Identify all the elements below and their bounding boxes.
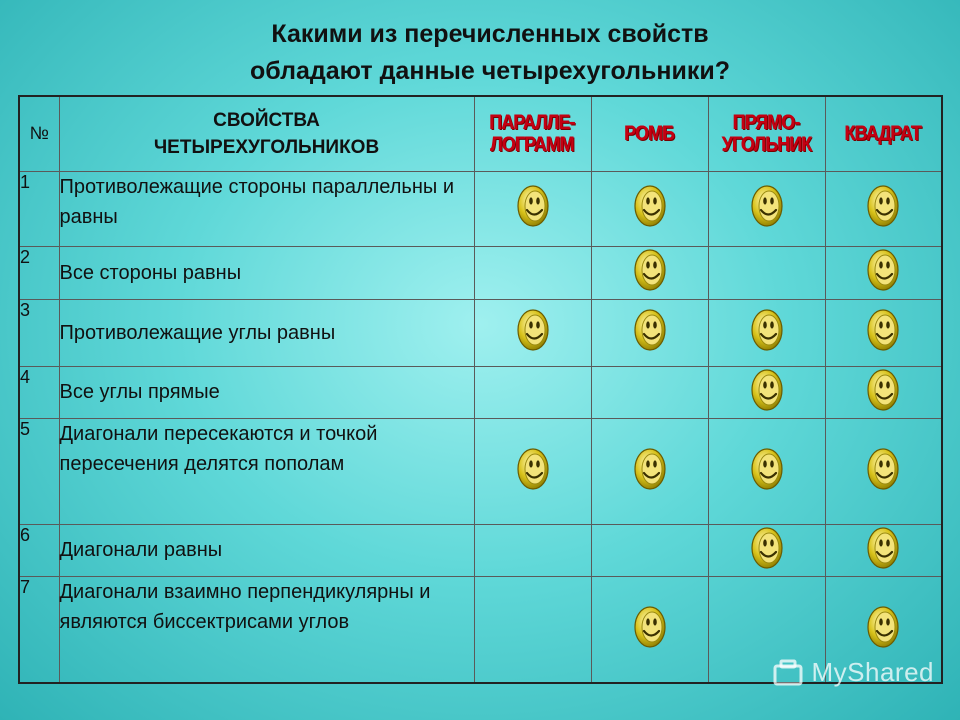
header-rectangle-line-1: ПРЯМО- xyxy=(733,110,800,134)
property-text: Диагонали взаимно перпендикулярны и являются биссектрисами углов xyxy=(59,576,474,683)
title-line-1: Какими из перечисленных свойств xyxy=(271,20,709,48)
mark-cell xyxy=(474,524,591,576)
smiley-face-icon xyxy=(865,446,901,492)
mark-cell xyxy=(591,418,708,524)
smiley-face-icon xyxy=(632,247,668,293)
property-text: Диагонали равны xyxy=(59,524,474,576)
smiley-face-icon xyxy=(865,307,901,353)
mark-cell xyxy=(825,299,942,366)
mark-cell xyxy=(474,418,591,524)
mark-cell xyxy=(474,171,591,246)
smiley-face-icon xyxy=(865,183,901,229)
property-text: Все углы прямые xyxy=(59,366,474,418)
mark-cell xyxy=(591,576,708,683)
header-properties-line-2: ЧЕТЫРЕХУГОЛЬНИКОВ xyxy=(153,136,380,158)
mark-cell xyxy=(708,171,825,246)
smiley-face-icon xyxy=(632,446,668,492)
row-number: 7 xyxy=(19,576,59,683)
smiley-face-icon xyxy=(632,604,668,650)
header-rectangle-line-2: УГОЛЬНИК xyxy=(721,132,812,156)
mark-cell xyxy=(591,171,708,246)
watermark xyxy=(772,657,935,688)
table-row xyxy=(19,524,942,576)
smiley-face-icon xyxy=(515,183,551,229)
table-row xyxy=(19,246,942,299)
header-square xyxy=(825,96,942,171)
mark-cell xyxy=(708,246,825,299)
row-number: 3 xyxy=(19,299,59,366)
mark-cell xyxy=(708,524,825,576)
smiley-face-icon xyxy=(865,367,901,413)
mark-cell xyxy=(591,246,708,299)
header-properties xyxy=(59,96,474,171)
smiley-face-icon xyxy=(749,525,785,571)
mark-cell xyxy=(825,418,942,524)
smiley-face-icon xyxy=(749,307,785,353)
watermark-text: MyShared xyxy=(811,657,934,687)
smiley-face-icon xyxy=(749,183,785,229)
smiley-face-icon xyxy=(632,307,668,353)
smiley-face-icon xyxy=(515,446,551,492)
header-rhombus-line-1: РОМБ xyxy=(624,122,675,145)
mark-cell xyxy=(591,524,708,576)
mark-cell xyxy=(825,171,942,246)
row-number: 2 xyxy=(19,246,59,299)
mark-cell xyxy=(708,299,825,366)
mark-cell xyxy=(825,246,942,299)
header-properties-line-1: СВОЙСТВА xyxy=(213,109,320,131)
mark-cell xyxy=(591,366,708,418)
mark-cell xyxy=(474,299,591,366)
mark-cell xyxy=(474,366,591,418)
row-number: 4 xyxy=(19,366,59,418)
smiley-face-icon xyxy=(749,367,785,413)
mark-cell xyxy=(474,246,591,299)
title-line-2: обладают данные четырехугольники? xyxy=(250,57,730,85)
mark-cell xyxy=(474,576,591,683)
row-number: 1 xyxy=(19,171,59,246)
property-text: Противолежащие стороны параллельны и равны xyxy=(59,171,474,246)
property-text: Противолежащие углы равны xyxy=(59,299,474,366)
header-row xyxy=(19,96,942,171)
header-num: № xyxy=(19,96,59,171)
mark-cell xyxy=(708,418,825,524)
mark-cell xyxy=(825,524,942,576)
header-parallelogram-line-1: ПАРАЛЛЕ- xyxy=(489,110,576,134)
property-text: Все стороны равны xyxy=(59,246,474,299)
mark-cell xyxy=(825,366,942,418)
smiley-face-icon xyxy=(865,247,901,293)
property-text: Диагонали пересекаются и точкой пересечения делятся пополам xyxy=(59,418,474,524)
smiley-face-icon xyxy=(632,183,668,229)
smiley-face-icon xyxy=(865,604,901,650)
table-row xyxy=(19,299,942,366)
table-row xyxy=(19,418,942,524)
smiley-face-icon xyxy=(515,307,551,353)
header-parallelogram-line-2: ЛОГРАММ xyxy=(490,132,575,156)
table-row xyxy=(19,171,942,246)
row-number: 6 xyxy=(19,524,59,576)
watermark-logo-icon xyxy=(772,658,806,688)
mark-cell xyxy=(591,299,708,366)
header-square-line-1: КВАДРАТ xyxy=(845,122,922,145)
smiley-face-icon xyxy=(865,525,901,571)
table-row xyxy=(19,366,942,418)
header-rectangle xyxy=(708,96,825,171)
header-rhombus xyxy=(591,96,708,171)
row-number: 5 xyxy=(19,418,59,524)
header-parallelogram xyxy=(474,96,591,171)
mark-cell xyxy=(708,366,825,418)
page-title xyxy=(0,16,960,90)
properties-table xyxy=(18,95,943,684)
smiley-face-icon xyxy=(749,446,785,492)
